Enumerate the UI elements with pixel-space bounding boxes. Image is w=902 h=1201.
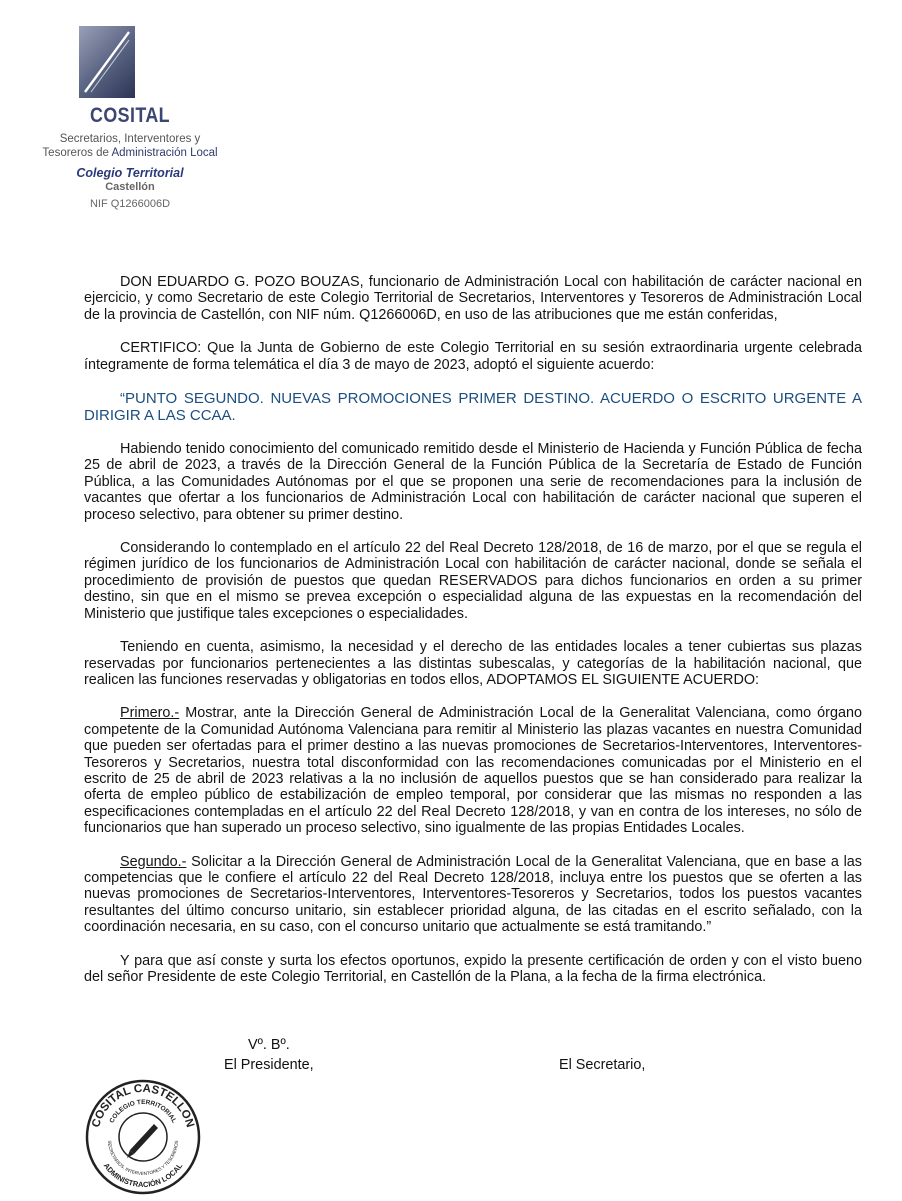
letterhead <box>30 26 230 210</box>
colegio-nif: Q1266006D <box>359 306 437 323</box>
certifico-paragraph <box>84 340 862 373</box>
visto-bueno: Vº. Bº. <box>248 1037 290 1053</box>
paragraph-conocimiento: Habiendo tenido conocimiento del comunicado remitido desde el Ministerio de Hacienda y Función Pública de fecha 25 de abril de 2023, a través de la Dirección General de la Función Pública de la Secretaría de Estado de Función Pública, a las Comunidades Autónomas por el que se proponen una serie de recomendaciones para la inclusión de vacantes que ofertar a los funcionarios de Administración Local con habilitación de carácter nacional que superen el proceso selectivo, para obtener su primer destino. <box>84 441 862 523</box>
cosital-logo <box>79 26 135 98</box>
segundo-text: Solicitar a la Dirección General de Administración Local de la Generalitat Valenciana, que en base a las competencias que le confiere el artículo 22 del Real Decreto 128/2018, incluya entre los puestos que se oferten a las nuevas promociones de Secretarios-Interventores, Interventores-Tesoreros y Secretarios, todos los puestos vacantes resultantes del último concurso unitario, sin establecer prioridad alguna, de las citadas en el escrito señalado, con la coordinación necesaria, en su caso, con el concurso unitario que actualmente se está tramitando.” <box>84 853 862 936</box>
official-stamp <box>84 1078 202 1196</box>
tagline-line-2 <box>30 146 230 160</box>
tagline-line-1: Secretarios, Interventores y <box>59 133 201 145</box>
brand-name: COSITAL <box>89 104 170 127</box>
tagline-highlight: Administración Local <box>111 147 218 159</box>
certifico-label: CERTIFICO <box>120 340 198 357</box>
segundo-label: Segundo.- <box>120 853 187 870</box>
intro-paragraph <box>84 274 862 323</box>
brand-tagline <box>30 132 230 160</box>
stamp-ring-text: SECRETARIOS, INTERVENTORES Y TESOREROS <box>106 1140 180 1177</box>
stamp-sub-text: COLEGIO TERRITORIAL <box>108 1098 178 1125</box>
president-signature-label: El Presidente, <box>224 1057 314 1073</box>
signatory-role: Secretario <box>197 290 264 307</box>
paragraph-primero <box>84 705 862 836</box>
letterhead-nif: NIF Q1266006D <box>89 198 171 210</box>
primero-text: Mostrar, ante la Dirección General de Administración Local de la Generalitat Valenciana, como órgano competente de la Comunidad Autónoma Valenciana para remitir al Ministerio las plazas vacantes en nuestra Comunidad que pueden ser ofertadas para el primer destino a las nuevas promociones de Secretarios-Interventores, Interventores-Tesoreros y Secretarios, nuestra total disconformidad con las recomendaciones comunicadas por el Ministerio en el escrito de 25 de abril de 2023 relativas a la no inclusión de aquellos puestos que se han considerado para realizar la oferta de empleo público de estabilización de empleo temporal, por considerar que las mismas no responden a las especificaciones contempladas en el artículo 22 del Real Decreto 128/2018, y van en contra de los intereses, no sólo de funcionarios que han superado un proceso selectivo, sino igualmente de las propias Entidades Locales. <box>84 705 862 837</box>
intro-text-2: de este Colegio Territorial de Secretarios, Interventores y Tesoreros de Administración Local de la provincia de Castellón, con NIF núm. <box>84 290 862 323</box>
stamp-bottom-text: ADMINISTRACIÓN LOCAL <box>101 1161 185 1190</box>
colegio-name: Colegio Territorial <box>76 166 184 180</box>
secretary-signature-label: El Secretario, <box>559 1057 646 1073</box>
city-name: Castellón <box>105 181 155 193</box>
intro-text-1: , funcionario de Administración Local con habilitación de carácter nacional en ejercicio, y como <box>84 274 862 307</box>
intro-text-3: , en uso de las atribuciones que me están conferidas, <box>436 306 778 323</box>
signatory-name: DON EDUARDO G. POZO BOUZAS <box>120 274 360 290</box>
tagline-prefix: Tesoreros de <box>42 147 112 159</box>
stamp-pen-icon <box>127 1124 158 1158</box>
paragraph-teniendo: Teniendo en cuenta, asimismo, la necesidad y el derecho de las entidades locales a tener cubiertas sus plazas reservadas por funcionarios pertenecientes a las distintas subescalas, y categorías de la habilitación nacional, que realicen las funciones reservadas y obligatorias en todos ellos, ADOPTAMOS EL SIGUIENTE ACUERDO: <box>84 639 862 688</box>
paragraph-segundo <box>84 854 862 936</box>
stamp-top-text: COSITAL CASTELLON <box>90 1082 196 1129</box>
paragraph-closing: Y para que así conste y surta los efectos oportunos, expido la presente certificación de orden y con el visto bueno del señor Presidente de este Colegio Territorial, en Castellón de la Plana, a la fecha de la firma electrónica. <box>84 952 862 985</box>
certificate-body <box>84 274 862 1002</box>
certifico-text: : Que la Junta de Gobierno de este Colegio Territorial en su sesión extraordinaria urgente celebrada íntegramente de forma telemática el día 3 de mayo de 2023, adoptó el siguiente acuerdo: <box>84 340 862 373</box>
primero-label: Primero.- <box>120 705 180 722</box>
agreement-heading: “PUNTO SEGUNDO. NUEVAS PROMOCIONES PRIMER DESTINO. ACUERDO O ESCRITO URGENTE A DIRIGIR A LAS CCAA. <box>84 390 862 425</box>
paragraph-considerando: Considerando lo contemplado en el artículo 22 del Real Decreto 128/2018, de 16 de marzo, por el que se regula el régimen jurídico de los funcionarios de Administración Local con habilitación de carácter nacional, donde se señala el procedimiento de provisión de puestos que quedan RESERVADOS para dichos funcionarios en orden a su primer destino, sin que en el mismo se prevea excepción o especialidad alguna de las expuestas en la recomendación del Ministerio que justifique tales excepciones o especialidades. <box>84 540 862 622</box>
